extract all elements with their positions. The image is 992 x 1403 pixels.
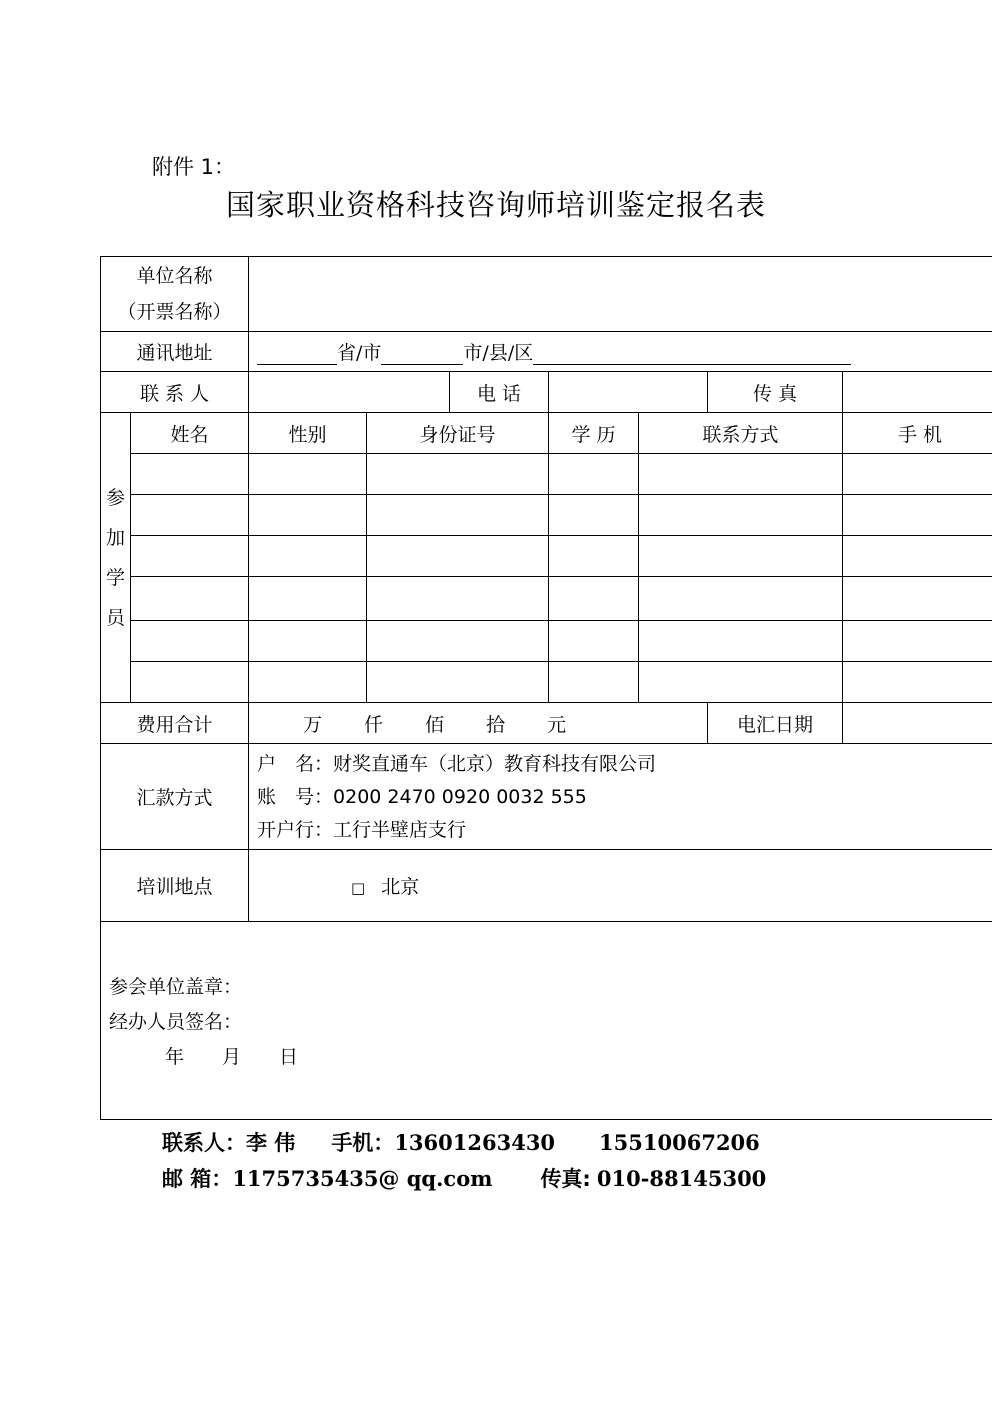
footer-fax: 010-88145300 — [596, 1166, 767, 1191]
footer-email: 1175735435@ qq.com — [232, 1166, 493, 1191]
table-row — [101, 536, 992, 577]
name-cell[interactable] — [131, 536, 249, 577]
contact-cell[interactable] — [639, 621, 843, 662]
footer-email-label: 邮 箱： — [162, 1167, 233, 1191]
id-number-cell[interactable] — [367, 495, 549, 536]
fee-total-label: 费用合计 — [101, 703, 249, 744]
footer-mobile-1: 13601263430 — [394, 1130, 556, 1155]
column-header-mobile: 手 机 — [843, 413, 992, 454]
footer-contact-person: 联系人：李 伟 — [162, 1131, 296, 1155]
remittance-info — [249, 744, 992, 850]
table-row — [101, 495, 992, 536]
gender-cell[interactable] — [249, 621, 367, 662]
education-cell[interactable] — [549, 621, 639, 662]
address-label: 通讯地址 — [101, 332, 249, 372]
phone-label: 电 话 — [450, 372, 549, 413]
participants-label: 参 加 学 员 — [101, 413, 131, 703]
education-cell[interactable] — [549, 495, 639, 536]
location-beijing: 北京 — [381, 876, 420, 898]
training-location-label: 培训地点 — [101, 850, 249, 922]
id-number-cell[interactable] — [367, 536, 549, 577]
column-header-gender: 性别 — [249, 413, 367, 454]
id-number-cell[interactable] — [367, 662, 549, 703]
fee-unit-wan: 万 — [303, 713, 323, 736]
gender-cell[interactable] — [249, 536, 367, 577]
table-row — [101, 662, 992, 703]
footer-fax-label: 传真: — [540, 1167, 591, 1191]
education-cell[interactable] — [549, 536, 639, 577]
contact-cell[interactable] — [639, 536, 843, 577]
id-number-cell[interactable] — [367, 454, 549, 495]
gender-cell[interactable] — [249, 495, 367, 536]
mobile-cell[interactable] — [843, 495, 992, 536]
page-title: 国家职业资格科技咨询师培训鉴定报名表 — [225, 188, 766, 222]
contact-cell[interactable] — [639, 662, 843, 703]
education-cell[interactable] — [549, 454, 639, 495]
footer-mobile-label: 手机： — [331, 1131, 395, 1155]
date-line: 年 月 日 — [165, 1046, 299, 1068]
training-location-field — [249, 850, 992, 922]
contact-cell[interactable] — [639, 577, 843, 621]
contact-person-field[interactable] — [249, 372, 450, 413]
contact-cell[interactable] — [639, 495, 843, 536]
signature-label: 经办人员签名： — [109, 1011, 243, 1033]
contact-person-label: 联 系 人 — [101, 372, 249, 413]
table-row — [101, 577, 992, 621]
gender-cell[interactable] — [249, 662, 367, 703]
fax-field[interactable] — [843, 372, 992, 413]
beijing-checkbox[interactable]: □ — [351, 879, 366, 897]
mobile-cell[interactable] — [843, 454, 992, 495]
mobile-cell[interactable] — [843, 577, 992, 621]
signature-section — [101, 922, 992, 1120]
bank-branch: 开户行：工行半壁店支行 — [257, 819, 467, 841]
remittance-label: 汇款方式 — [101, 744, 249, 850]
wire-date-field[interactable] — [843, 703, 992, 744]
fee-total-field[interactable] — [249, 703, 708, 744]
column-header-education: 学 历 — [549, 413, 639, 454]
attachment-label: 附件 1： — [152, 155, 236, 179]
table-row — [101, 621, 992, 662]
id-number-cell[interactable] — [367, 621, 549, 662]
column-header-contact: 联系方式 — [639, 413, 843, 454]
wire-date-label: 电汇日期 — [708, 703, 843, 744]
id-number-cell[interactable] — [367, 577, 549, 621]
name-cell[interactable] — [131, 454, 249, 495]
address-field[interactable]: 省/市 市/县/区 — [249, 332, 992, 372]
stamp-label: 参会单位盖章： — [109, 976, 243, 998]
fee-unit-bai: 佰 — [425, 713, 445, 736]
footer-mobile-2: 15510067206 — [599, 1130, 760, 1155]
contact-cell[interactable] — [639, 454, 843, 495]
unit-name-label: 单位名称 （开票名称） — [101, 257, 249, 332]
name-cell[interactable] — [131, 662, 249, 703]
mobile-cell[interactable] — [843, 536, 992, 577]
name-cell[interactable] — [131, 621, 249, 662]
fax-label: 传 真 — [708, 372, 843, 413]
mobile-cell[interactable] — [843, 662, 992, 703]
table-row — [101, 454, 992, 495]
name-cell[interactable] — [131, 495, 249, 536]
fee-unit-qian: 仟 — [364, 713, 384, 736]
fee-unit-shi: 拾 — [486, 713, 506, 736]
footer-email-fax — [162, 1163, 766, 1193]
mobile-cell[interactable] — [843, 621, 992, 662]
gender-cell[interactable] — [249, 454, 367, 495]
registration-form — [100, 256, 992, 1120]
education-cell[interactable] — [549, 577, 639, 621]
column-header-name: 姓名 — [131, 413, 249, 454]
gender-cell[interactable] — [249, 577, 367, 621]
fee-unit-yuan: 元 — [547, 713, 567, 736]
phone-field[interactable] — [549, 372, 708, 413]
education-cell[interactable] — [549, 662, 639, 703]
name-cell[interactable] — [131, 577, 249, 621]
column-header-id-number: 身份证号 — [367, 413, 549, 454]
account-name: 户 名：财奖直通车（北京）教育科技有限公司 — [257, 753, 657, 775]
account-number: 账 号：0200 2470 0920 0032 555 — [257, 786, 587, 808]
unit-name-field[interactable] — [249, 257, 992, 332]
footer-contact — [162, 1127, 760, 1157]
